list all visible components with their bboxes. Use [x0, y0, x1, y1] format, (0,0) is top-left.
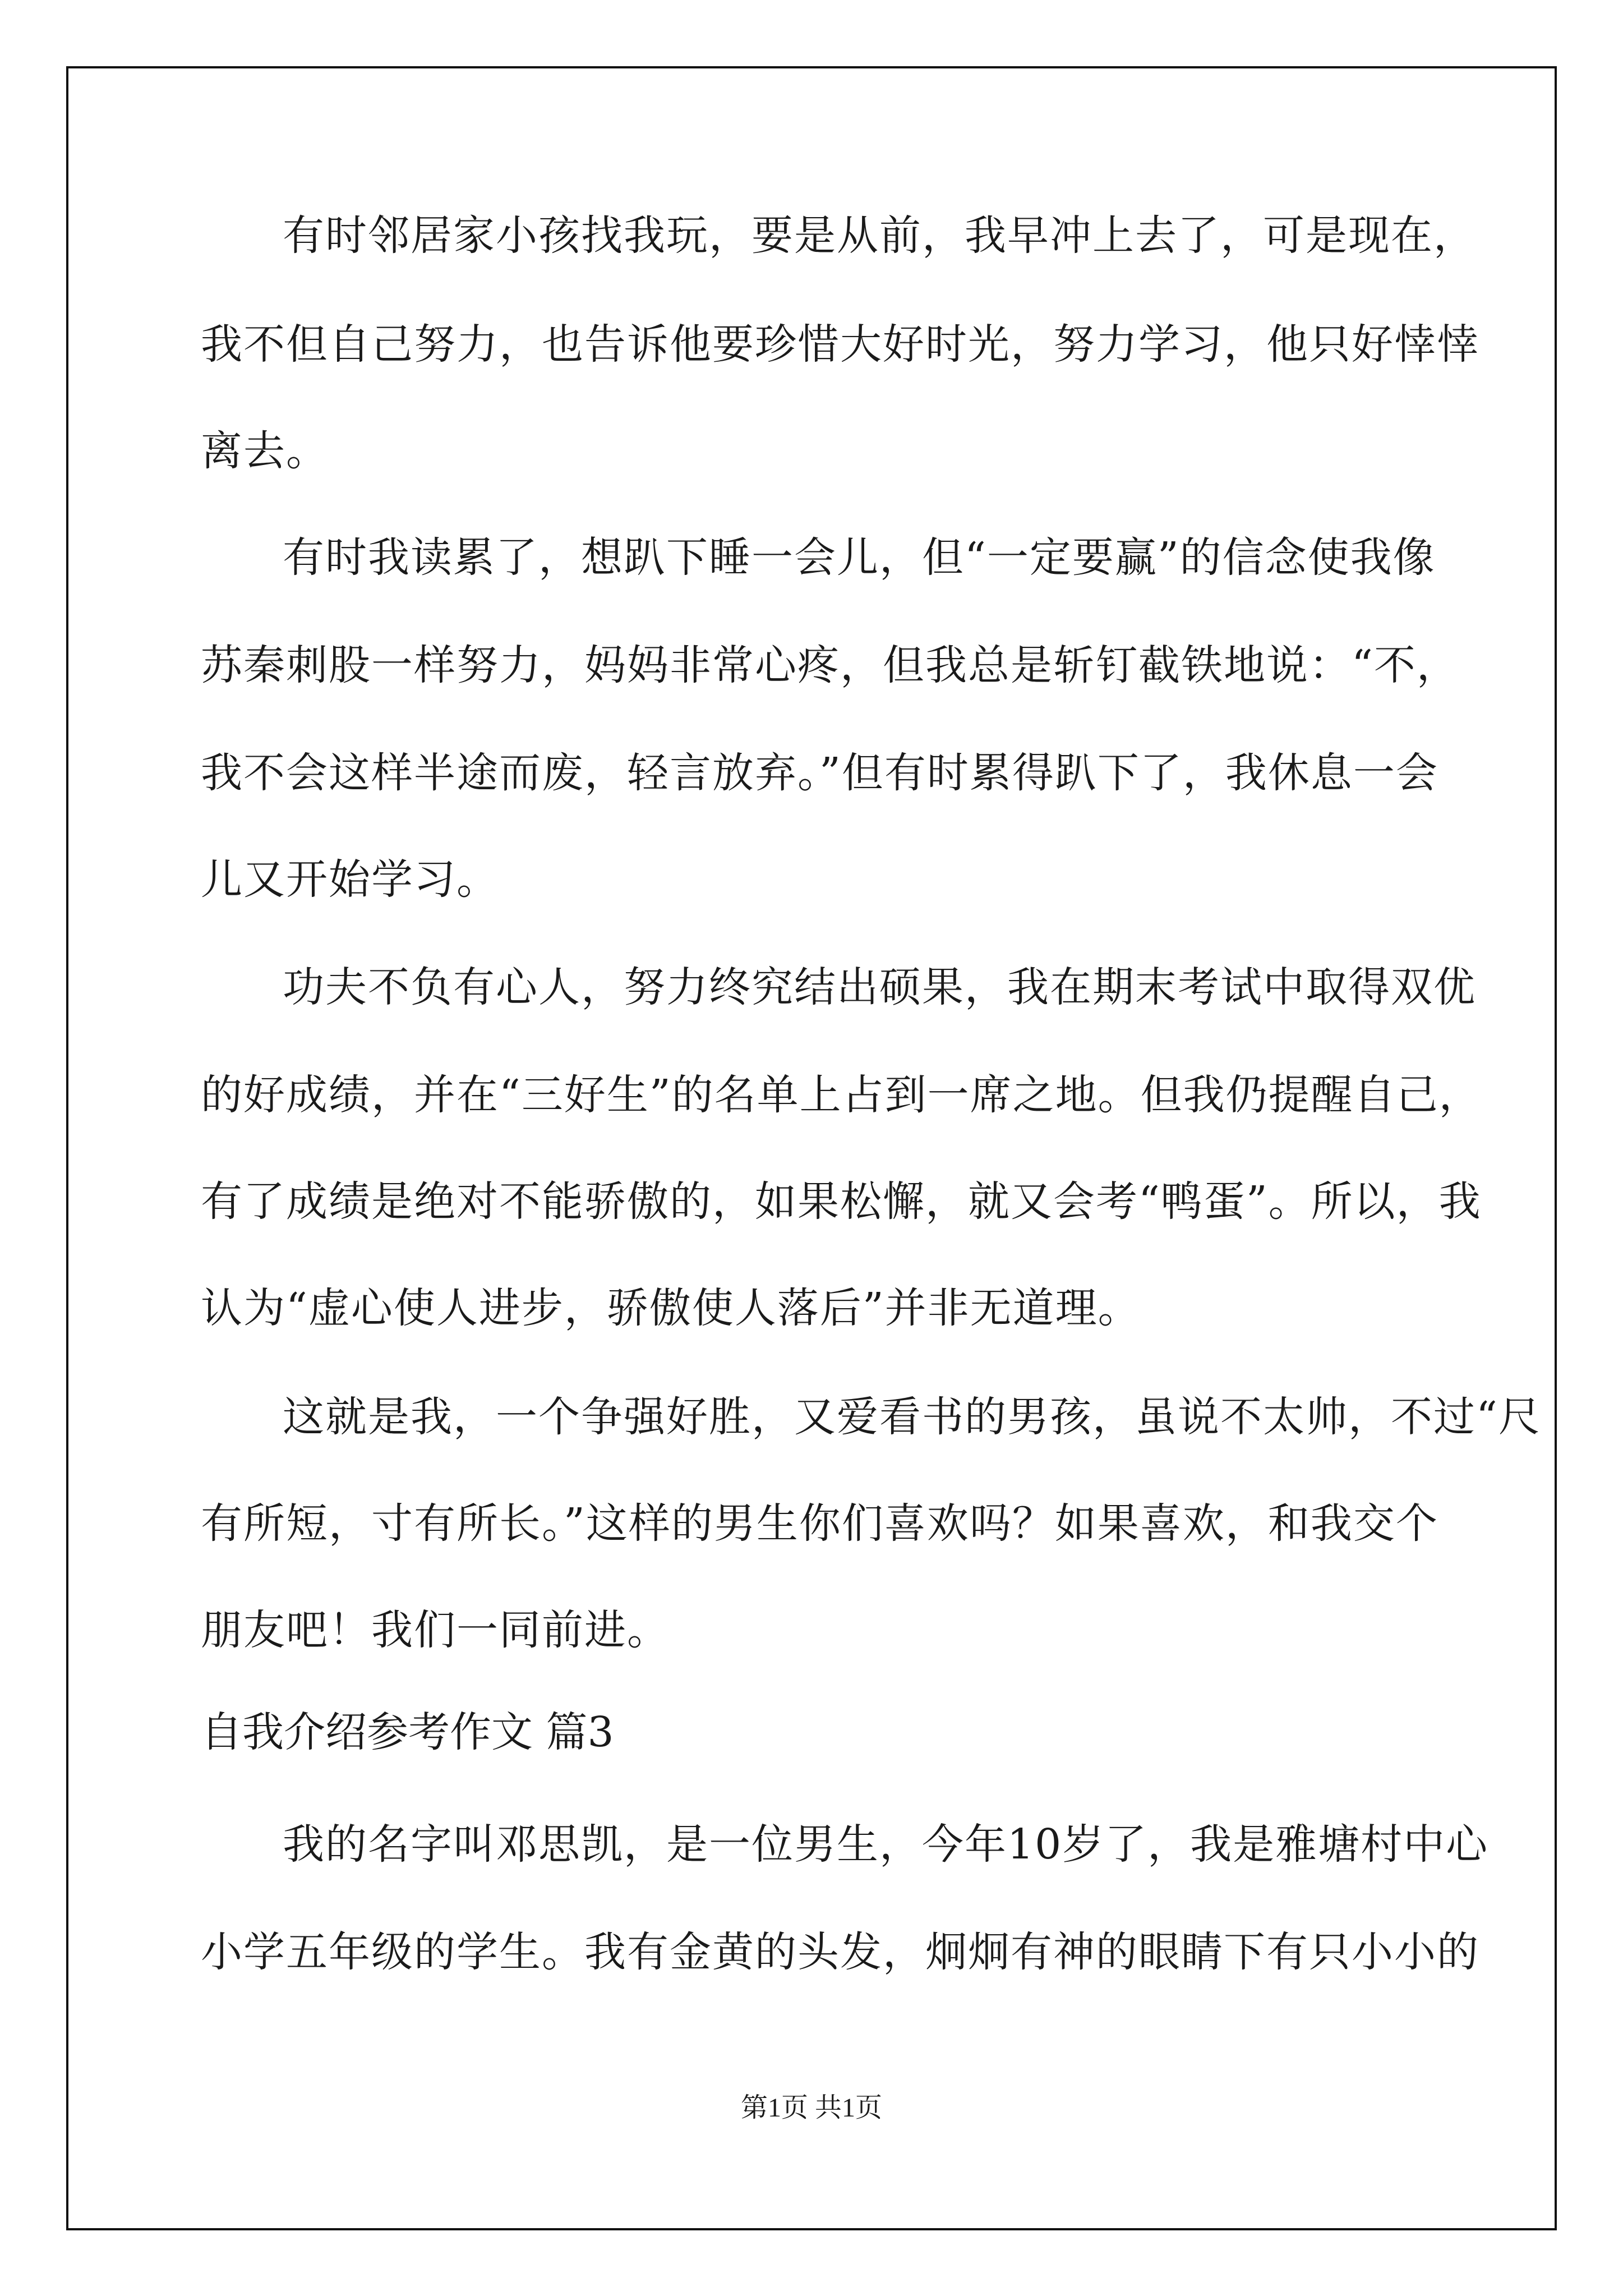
text-line: 苏秦刺股一样努力，妈妈非常心疼，但我总是斩钉截铁地说：“不，	[201, 641, 1459, 689]
text-line: 离去。	[201, 427, 329, 475]
page-number: 第1页 共1页	[740, 2093, 882, 2123]
text-line: 有时邻居家小孩找我玩，要是从前，我早冲上去了，可是现在，	[283, 211, 1476, 260]
text-line: 有了成绩是绝对不能骄傲的，如果松懈，就又会考“鸭蛋”。所以，我	[201, 1177, 1482, 1226]
text-line: 朋友吧！我们一同前进。	[201, 1606, 670, 1654]
text-line: 有所短，寸有所长。”这样的男生你们喜欢吗？如果喜欢，和我交个	[201, 1499, 1438, 1548]
text-line: 我不但自己努力，也告诉他要珍惜大好时光，努力学习，他只好悻悻	[201, 320, 1479, 369]
section-heading: 自我介绍参考作文 篇3	[201, 1708, 614, 1756]
text-line: 认为“虚心使人进步，骄傲使人落后”并非无道理。	[201, 1284, 1141, 1332]
text-line: 功夫不负有心人，努力终究结出硕果，我在期末考试中取得双优	[283, 963, 1476, 1011]
text-line: 有时我读累了，想趴下睡一会儿，但“一定要赢”的信念使我像	[283, 533, 1436, 582]
text-line: 这就是我，一个争强好胜，又爱看书的男孩，虽说不太帅，不过“尺	[283, 1393, 1541, 1441]
page-border	[66, 66, 1557, 2230]
text-line: 我不会这样半途而废，轻言放弃。”但有时累得趴下了，我休息一会	[201, 749, 1438, 797]
text-line: 的好成绩，并在“三好生”的名单上占到一席之地。但我仍提醒自己，	[201, 1071, 1482, 1119]
text-line: 儿又开始学习。	[201, 855, 499, 904]
text-line: 我的名字叫邓思凯，是一位男生，今年10岁了，我是雅塘村中心	[283, 1820, 1489, 1869]
text-line: 小学五年级的学生。我有金黄的头发，炯炯有神的眼睛下有只小小的	[201, 1928, 1479, 1976]
